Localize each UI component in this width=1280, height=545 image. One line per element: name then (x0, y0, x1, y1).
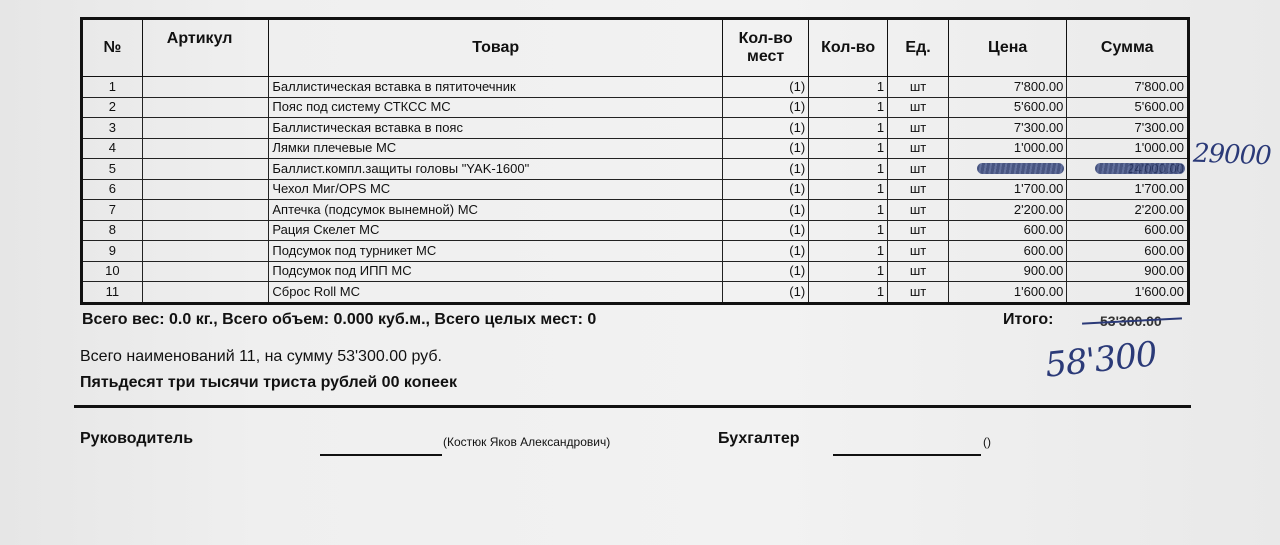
cell-num: 3 (82, 118, 143, 139)
cell-product: Баллистическая вставка в пояс (269, 118, 723, 139)
cell-sum: 7'800.00 (1067, 77, 1189, 98)
cell-price: 1'600.00 (948, 282, 1066, 304)
table-row (82, 138, 1189, 159)
cell-num: 2 (82, 97, 143, 118)
table-row (82, 118, 1189, 139)
cell-product: Сброс Roll МС (269, 282, 723, 304)
table-row (82, 220, 1189, 241)
cell-product: Лямки плечевые МС (269, 138, 723, 159)
director-signature-line (320, 454, 442, 456)
header-qty: Кол-во (809, 19, 888, 77)
cell-num: 4 (82, 138, 143, 159)
cell-places: (1) (723, 118, 809, 139)
cell-places: (1) (723, 77, 809, 98)
cell-unit: шт (888, 97, 949, 118)
total-label: Итого: (1003, 311, 1054, 328)
table-row (82, 282, 1189, 304)
table-row (82, 77, 1189, 98)
cell-num: 8 (82, 220, 143, 241)
cell-article (142, 220, 269, 241)
cell-num: 10 (82, 261, 143, 282)
cell-sum: 1'000.00 (1067, 138, 1189, 159)
header-product: Товар (269, 19, 723, 77)
cell-price: 1'700.00 (948, 179, 1066, 200)
cell-unit: шт (888, 241, 949, 262)
director-label: Руководитель (80, 430, 194, 447)
cell-product: Рация Скелет МС (269, 220, 723, 241)
cell-article (142, 138, 269, 159)
cell-sum: 1'700.00 (1067, 179, 1189, 200)
accountant-label: Бухгалтер (718, 430, 800, 447)
amount-in-words: Пятьдесят три тысячи триста рублей 00 копеек (80, 374, 457, 391)
cell-num: 1 (82, 77, 143, 98)
handwritten-row5-correction: 29000 (1192, 138, 1272, 172)
total-value-struck: 53'300.00 (1100, 313, 1162, 329)
cell-qty: 1 (809, 77, 888, 98)
items-table (80, 17, 1190, 305)
cell-product: Аптечка (подсумок вынемной) МС (269, 200, 723, 221)
cell-sum: 5'600.00 (1067, 97, 1189, 118)
cell-price: 7'800.00 (948, 77, 1066, 98)
cell-unit: шт (888, 179, 949, 200)
scribble-mark (1095, 163, 1185, 174)
table-row (82, 97, 1189, 118)
scribble-mark (977, 163, 1064, 174)
table-header-row (82, 19, 1189, 77)
cell-qty: 1 (809, 118, 888, 139)
cell-sum: 600.00 (1067, 241, 1189, 262)
cell-article (142, 179, 269, 200)
cell-num: 7 (82, 200, 143, 221)
divider-rule (74, 405, 1191, 408)
cell-price: 600.00 (948, 220, 1066, 241)
cell-num: 11 (82, 282, 143, 304)
cell-article (142, 241, 269, 262)
cell-sum: 2'200.00 (1067, 200, 1189, 221)
cell-num: 6 (82, 179, 143, 200)
header-unit: Ед. (888, 19, 949, 77)
handwritten-total-correction: 58'300 (1043, 334, 1159, 386)
cell-qty: 1 (809, 200, 888, 221)
cell-product: Баллистическая вставка в пятиточечник (269, 77, 723, 98)
table-row (82, 261, 1189, 282)
cell-unit: шт (888, 200, 949, 221)
director-name: (Костюк Яков Александрович) (443, 435, 611, 449)
cell-places: (1) (723, 220, 809, 241)
cell-places: (1) (723, 179, 809, 200)
table-row (82, 179, 1189, 200)
cell-product: Подсумок под турникет МС (269, 241, 723, 262)
cell-unit: шт (888, 282, 949, 304)
cell-qty: 1 (809, 282, 888, 304)
cell-places: (1) (723, 282, 809, 304)
cell-product: Чехол Миг/OPS МС (269, 179, 723, 200)
cell-sum: 600.00 (1067, 220, 1189, 241)
cell-article (142, 200, 269, 221)
cell-num: 9 (82, 241, 143, 262)
cell-price: 1'000.00 (948, 138, 1066, 159)
cell-price: 5'600.00 (948, 97, 1066, 118)
cell-places: (1) (723, 261, 809, 282)
cell-places: (1) (723, 138, 809, 159)
cell-places: (1) (723, 159, 809, 180)
cell-places: (1) (723, 241, 809, 262)
cell-sum: 7'300.00 (1067, 118, 1189, 139)
cell-product: Пояс под систему СТКСС МС (269, 97, 723, 118)
table-row (82, 159, 1189, 180)
cell-price: 600.00 (948, 241, 1066, 262)
cell-unit: шт (888, 159, 949, 180)
items-count-line: Всего наименований 11, на сумму 53'300.00 руб. (80, 348, 442, 365)
cell-product: Подсумок под ИПП МС (269, 261, 723, 282)
header-price: Цена (948, 19, 1066, 77)
accountant-signature-line (833, 454, 981, 456)
accountant-name: () (983, 435, 991, 449)
table-row (82, 241, 1189, 262)
header-sum: Сумма (1067, 19, 1189, 77)
cell-product: Баллист.компл.защиты головы "YAK-1600" (269, 159, 723, 180)
cell-price (948, 159, 1066, 180)
cell-qty: 1 (809, 97, 888, 118)
cell-qty: 1 (809, 179, 888, 200)
cell-places: (1) (723, 200, 809, 221)
cell-unit: шт (888, 220, 949, 241)
cell-unit: шт (888, 138, 949, 159)
cell-qty: 1 (809, 159, 888, 180)
cell-qty: 1 (809, 241, 888, 262)
cell-article (142, 77, 269, 98)
cell-sum: 1'600.00 (1067, 282, 1189, 304)
cell-article (142, 159, 269, 180)
cell-article (142, 282, 269, 304)
cell-qty: 1 (809, 138, 888, 159)
cell-unit: шт (888, 261, 949, 282)
cell-qty: 1 (809, 261, 888, 282)
table-row (82, 200, 1189, 221)
cell-sum: 900.00 (1067, 261, 1189, 282)
cell-qty: 1 (809, 220, 888, 241)
cell-article (142, 261, 269, 282)
cell-article (142, 118, 269, 139)
cell-article (142, 97, 269, 118)
cell-price: 2'200.00 (948, 200, 1066, 221)
header-article: Артикул (142, 19, 269, 77)
cell-unit: шт (888, 77, 949, 98)
cell-sum (1067, 159, 1189, 180)
header-places: Кол-во мест (723, 19, 809, 77)
cell-unit: шт (888, 118, 949, 139)
cell-price: 7'300.00 (948, 118, 1066, 139)
header-num: № (82, 19, 143, 77)
cell-places: (1) (723, 97, 809, 118)
cell-price: 900.00 (948, 261, 1066, 282)
weight-volume-summary: Всего вес: 0.0 кг., Всего объем: 0.000 куб.м., Всего целых мест: 0 (82, 311, 597, 328)
cell-num: 5 (82, 159, 143, 180)
